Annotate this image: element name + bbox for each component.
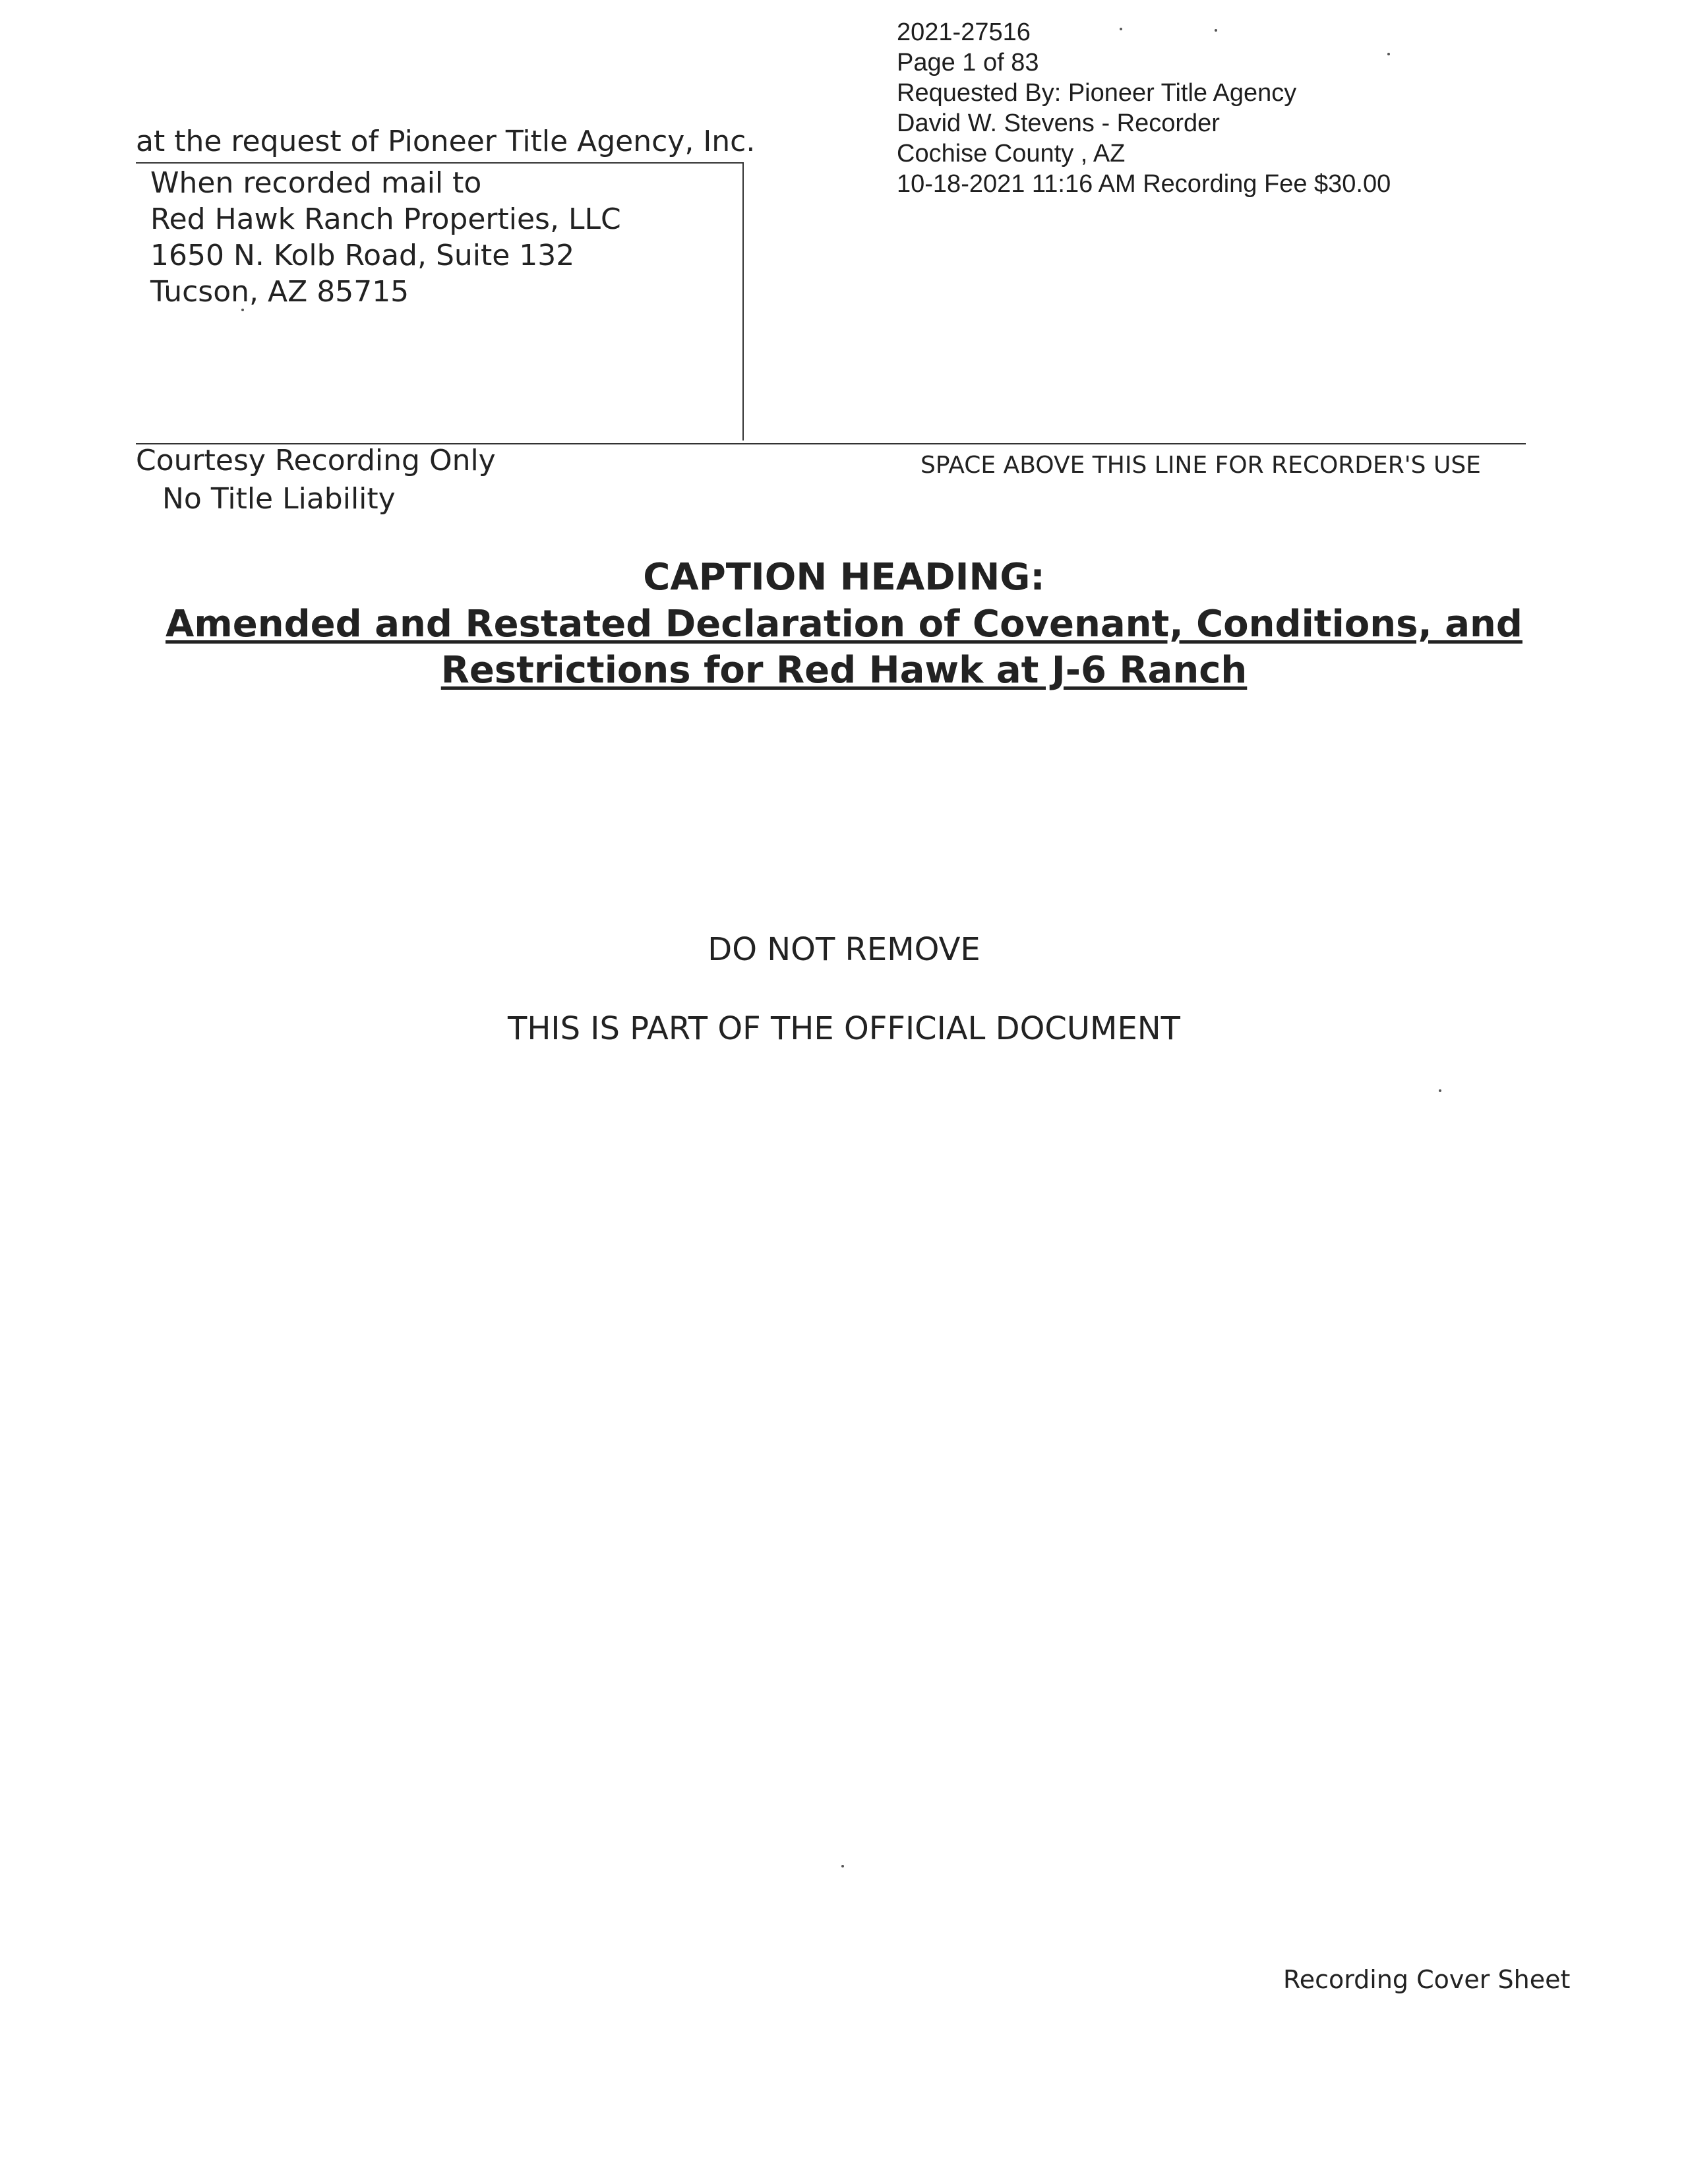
requested-by: Requested By: Pioneer Title Agency — [897, 79, 1297, 107]
scan-speck — [1387, 53, 1390, 55]
scan-speck — [841, 1865, 844, 1867]
caption-heading-block — [0, 554, 1688, 694]
scan-speck — [1215, 29, 1217, 32]
page-count: Page 1 of 83 — [897, 49, 1039, 76]
courtesy-line2: No Title Liability — [162, 482, 396, 516]
courtesy-note — [136, 442, 496, 518]
recorder-name: David W. Stevens - Recorder — [897, 109, 1220, 137]
mail-to-address — [150, 165, 621, 310]
mail-to-label: When recorded mail to — [150, 166, 482, 200]
cover-sheet-label: Recording Cover Sheet — [1283, 1965, 1571, 1994]
mail-to-city: Tucson, AZ 85715 — [150, 275, 409, 309]
do-not-remove: DO NOT REMOVE — [708, 931, 980, 968]
official-document-notice: THIS IS PART OF THE OFFICIAL DOCUMENT — [508, 1010, 1180, 1047]
mail-to-street: 1650 N. Kolb Road, Suite 132 — [150, 239, 575, 272]
document-title-line2: Restrictions for Red Hawk at J-6 Ranch — [440, 649, 1248, 692]
recording-date-fee: 10-18-2021 11:16 AM Recording Fee $30.00 — [897, 170, 1391, 198]
county: Cochise County , AZ — [897, 140, 1126, 167]
recorder-stamp — [897, 17, 1391, 199]
mail-to-name: Red Hawk Ranch Properties, LLC — [150, 202, 621, 236]
mail-to-box — [136, 162, 744, 440]
scan-speck — [1439, 1089, 1441, 1092]
courtesy-line1: Courtesy Recording Only — [136, 444, 496, 477]
document-number: 2021-27516 — [897, 18, 1031, 46]
document-title-line1: Amended and Restated Declaration of Covenant, Conditions, and — [166, 603, 1522, 646]
request-line: at the request of Pioneer Title Agency, Inc. — [136, 125, 756, 158]
caption-heading: CAPTION HEADING: — [643, 556, 1045, 599]
scan-speck — [1120, 28, 1122, 30]
recorder-use-label: SPACE ABOVE THIS LINE FOR RECORDER'S USE — [920, 452, 1481, 479]
scan-speck — [241, 309, 244, 311]
